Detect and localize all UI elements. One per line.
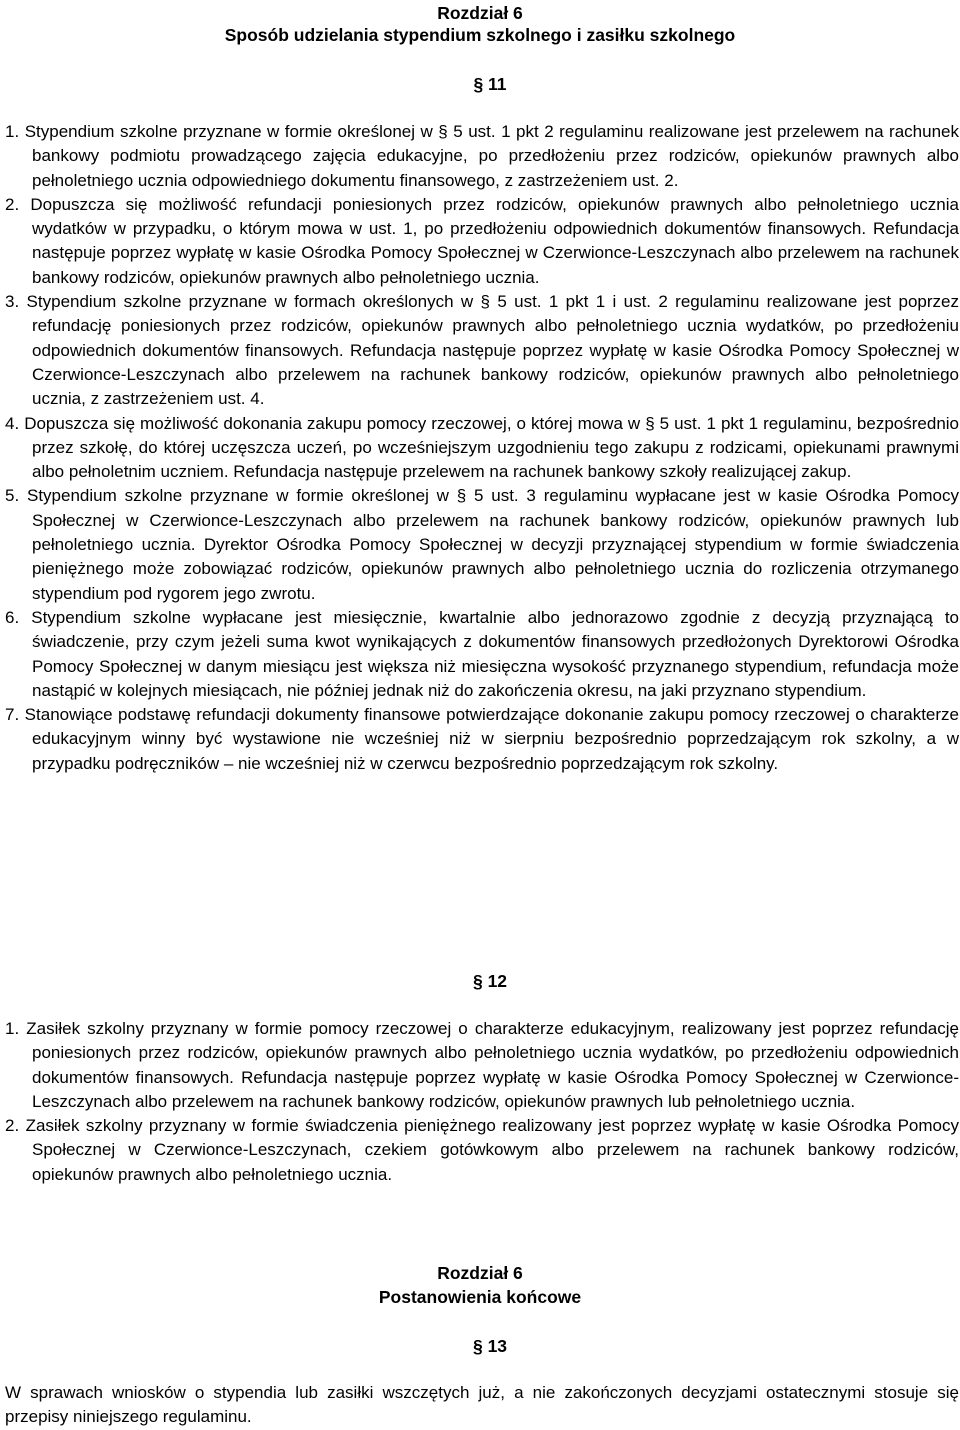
list-item: 1. Zasiłek szkolny przyznany w formie pomocy rzeczowej o charakterze edukacyjnym, realizowany jest poprzez refundację poniesionych przez rodziców, opiekunów prawnych albo pełnoletniego ucznia wydatków, po przedłożeniu odpowiednich dokumentów finansowych. Refundacja następuje poprzez wypłatę w kasie Ośrodka Pomocy Społecznej w Czerwionce-Leszczynach albo przelewem na rachunek bankowy rodziców, opiekunów prawnych lub pełnoletniego ucznia.	[5, 1019, 959, 1111]
list-item: 4. Dopuszcza się możliwość dokonania zakupu pomocy rzeczowej, o której mowa w § 5 ust. 1 pkt 1 regulaminu, bezpośrednio przez szkołę, do której uczęszcza uczeń, po wcześniejszym uzgodnieniu tego zakupu z rodzicami, opiekunami prawnymi albo pełnoletnim uczniem. Refundacja następuje przelewem na rachunek bankowy szkoły realizującej zakup.	[5, 413, 960, 482]
chapter-subtitle: Postanowienia końcowe	[378, 1287, 582, 1307]
list-item: 2. Dopuszcza się możliwość refundacji poniesionych przez rodziców, opiekunów prawnych albo pełnoletniego ucznia wydatków w przypadku, o którym mowa w ust. 1, po przedłożeniu odpowiednich dokumentów finansowych. Refundacja następuje poprzez wypłatę w kasie Ośrodka Pomocy Społecznej w Czerwionce-Leszczynach albo przelewem na rachunek bankowy rodziców, opiekunów prawnych albo pełnoletniego ucznia.	[5, 194, 959, 287]
section-mark-13: § 13	[472, 1336, 508, 1356]
section-mark-12: § 12	[472, 971, 508, 991]
section-12-body	[5, 1017, 959, 1187]
list-item: 3. Stypendium szkolne przyznane w formach określonych w § 5 ust. 1 pkt 1 i ust. 2 regulaminu realizowane jest poprzez refundację poniesionych przez rodziców, opiekunów prawnych albo pełnoletniego ucznia wydatków, po przedłożeniu odpowiednich dokumentów finansowych. Refundacja następuje poprzez wypłatę w kasie Ośrodka Pomocy Społecznej w Czerwionce-Leszczynach albo przelewem na rachunek bankowy rodziców, opiekunów prawnych albo pełnoletniego ucznia, z zastrzeżeniem ust. 4.	[5, 292, 959, 409]
list-item: 5. Stypendium szkolne przyznane w formie określonej w § 5 ust. 3 regulaminu wypłacane jest w kasie Ośrodka Pomocy Społecznej w Czerwionce-Leszczynach albo przelewem na rachunek bankowy rodziców, opiekunów prawnych lub pełnoletniego ucznia. Dyrektor Ośrodka Pomocy Społecznej w decyzji przyznającej stypendium w formie świadczenia pieniężnego może zobowiązać rodziców, opiekunów prawnych albo pełnoletniego ucznia do rozliczenia otrzymanego stypendium pod rygorem jego zwrotu.	[5, 486, 959, 603]
list-item: 1. Stypendium szkolne przyznane w formie określonej w § 5 ust. 1 pkt 2 regulaminu realizowane jest przelewem na rachunek bankowy podmiotu prowadzącego zajęcia edukacyjne, po przedłożeniu przez rodziców, opiekunów prawnych albo pełnoletniego ucznia odpowiedniego dokumentu finansowego, z zastrzeżeniem ust. 2.	[5, 122, 959, 190]
list-item: 6. Stypendium szkolne wypłacane jest miesięcznie, kwartalnie albo jednorazowo zgodnie z decyzją przyznającą to świadczenie, przy czym jeżeli suma kwot wynikających z dokumentów finansowych przedłożonych Dyrektorowi Ośrodka Pomocy Społecznej w danym miesiącu jest większa niż miesięczna wysokość przyznanego stypendium, refundacja może nastąpić w kolejnych miesiącach, nie później jednak niż do zakończenia okresu, na jaki przyznano stypendium.	[5, 607, 959, 700]
chapter-title: Rozdział 6	[437, 3, 523, 23]
chapter-title: Rozdział 6	[437, 1263, 523, 1283]
list-item: 2. Zasiłek szkolny przyznany w formie świadczenia pieniężnego realizowany jest poprzez wypłatę w kasie Ośrodka Pomocy Społecznej w Czerwionce-Leszczynach, czekiem gotówkowym albo przelewem na rachunek bankowy rodziców, opiekunów prawnych albo pełnoletniego ucznia.	[5, 1116, 959, 1184]
section-11-body	[5, 120, 959, 776]
list-item: 7. Stanowiące podstawę refundacji dokumenty finansowe potwierdzające dokonanie zakupu pomocy rzeczowej o charakterze edukacyjnym winny być wystawione nie wcześniej niż w sierpniu bezpośrednio poprzedzającym rok szkolny, a w przypadku podręczników – nie wcześniej niż w czerwcu bezpośrednio poprzedzającym rok szkolny.	[5, 705, 959, 773]
section-13-body	[5, 1381, 959, 1430]
paragraph: W sprawach wniosków o stypendia lub zasiłki wszczętych już, a nie zakończonych decyzjami ostatecznymi stosuje się przepisy niniejszego regulaminu.	[5, 1383, 959, 1427]
chapter-subtitle: Sposób udzielania stypendium szkolnego i zasiłku szkolnego	[224, 25, 736, 45]
section-mark-11: § 11	[473, 74, 507, 94]
